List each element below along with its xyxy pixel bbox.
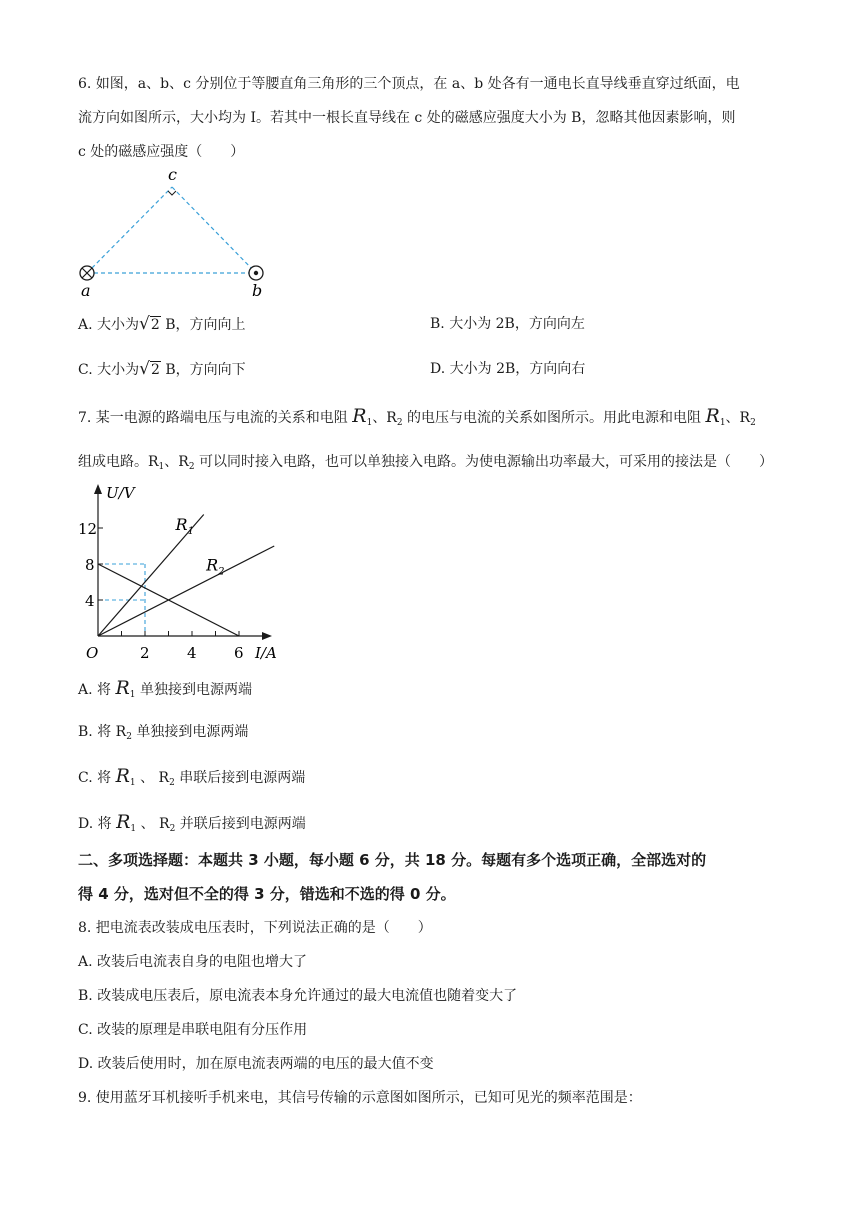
q7-stem-line2 [78,452,773,477]
option-text: 单独接到电源两端 [135,682,252,698]
q8-option-c[interactable]: C. 改装的原理是串联电阻有分压作用 [78,1022,308,1038]
option-text: 串联后接到电源两端 [174,770,306,786]
q7-option-c[interactable] [78,766,305,793]
dot-mark [254,271,258,275]
stem-text: 可以同时接入电路，也可以单独接入电路。为使电源输出功率最大，可采用的接法是（ ） [194,454,774,470]
sqrt-icon: √ [139,314,150,334]
stem-text: 、R [372,410,397,426]
triangle-side-bc [172,187,256,273]
x-axis-label: I/A [255,644,277,662]
sqrt-icon: √ [139,359,150,379]
option-text: D. 将 [78,816,117,832]
y-tick-label: 4 [85,592,95,610]
option-text: 、 R [136,816,170,832]
y-axis-arrow-icon [94,484,102,494]
label-c: c [168,165,177,184]
q7-option-a[interactable] [78,678,252,705]
q6-option-d[interactable]: D. 大小为 2B，方向向右 [430,361,586,377]
q6-stem-line3: c 处的磁感应强度（ ） [78,144,245,160]
q8-stem: 8. 把电流表改装成电压表时，下列说法正确的是（ ） [78,920,432,936]
right-angle-mark [168,191,176,195]
x-axis-arrow-icon [262,632,272,640]
stem-text: 、R [725,410,751,426]
stem-text: 组成电路。R [78,454,159,470]
option-text: C. 将 [78,770,116,786]
option-text: B，方向向上 [160,317,246,333]
q8-option-d[interactable]: D. 改装后使用时，加在原电流表两端的电压的最大值不变 [78,1056,434,1072]
x-tick-label: 4 [187,644,197,662]
subscript: 2 [126,732,132,742]
q6-stem-line1: 6. 如图，a、b、c 分别位于等腰直角三角形的三个顶点，在 a、b 处各有一通电长直导线垂直穿过纸面，电 [78,76,740,92]
option-text: 、 R [135,770,170,786]
label-b: b [252,281,263,300]
subscript: 2 [188,462,195,472]
stem-text: 7. 某一电源的路端电压与电流的关系和电阻 [78,410,353,426]
y-tick-label: 8 [85,556,95,574]
x-tick-label: 2 [140,644,150,662]
subscript: 1 [129,778,136,788]
subscript: 2 [169,824,176,834]
q7-stem-line1 [78,406,756,433]
subscript: 1 [130,824,137,834]
option-text: B. 将 R [78,724,127,740]
section-heading-line1: 二、多项选择题：本题共 3 小题，每小题 6 分，共 18 分。每题有多个选项正确，全部选对的 [78,851,707,869]
origin-label: O [86,644,99,662]
r2-line-label: $R_2$ [206,555,225,578]
r1-symbol: R [705,405,720,427]
q8-option-b[interactable]: B. 改装成电压表后，原电流表本身允许通过的最大电流值也随着变大了 [78,988,518,1004]
option-text: A. 将 [78,682,116,698]
q7-option-b[interactable] [78,722,248,747]
option-text: A. 大小为 [78,317,140,333]
q6-stem-line2: 流方向如图所示，大小均为 I。若其中一根长直导线在 c 处的磁感应强度大小为 B，忽略其他因素影响，则 [78,110,736,126]
option-text: 单独接到电源两端 [131,724,249,740]
r1-symbol: R [115,765,130,787]
subscript: 1 [719,418,726,428]
option-text: B，方向向下 [160,362,246,378]
option-text: C. 大小为 [78,362,140,378]
label-a: a [81,281,91,300]
subscript: 1 [129,690,136,700]
subscript: 2 [169,778,175,788]
q8-option-a[interactable]: A. 改装后电流表自身的电阻也增大了 [78,954,308,970]
q6-triangle-diagram [70,165,280,305]
r2-line [98,546,274,636]
y-axis-label: U/V [106,484,135,502]
sqrt-radicand: 2 [150,317,160,333]
subscript: 2 [396,418,403,428]
subscript: 1 [366,418,373,428]
subscript: 1 [158,462,165,472]
r1-symbol: R [116,811,131,833]
y-tick-label: 12 [78,520,98,538]
section-heading-line2: 得 4 分，选对但不全的得 3 分，错选和不选的得 0 分。 [78,885,456,903]
q6-option-b[interactable]: B. 大小为 2B，方向向左 [430,316,585,332]
stem-text: 、R [164,454,189,470]
option-text: 并联后接到电源两端 [175,816,306,832]
r1-symbol: R [115,677,130,699]
q7-ui-chart [70,480,290,670]
r1-line-label: $R_1$ [175,514,194,537]
x-tick-label: 6 [234,644,244,662]
q9-stem: 9. 使用蓝牙耳机接听手机来电，其信号传输的示意图如图所示，已知可见光的频率范围是： [78,1090,642,1106]
sqrt-radicand: 2 [150,362,160,378]
q7-option-d[interactable] [78,812,306,839]
r1-symbol: R [352,405,367,427]
q6-option-c[interactable] [78,359,246,380]
triangle-side-ac [87,187,172,273]
q6-option-a[interactable] [78,314,246,335]
subscript: 2 [750,418,756,428]
stem-text: 的电压与电流的关系如图所示。用此电源和电阻 [402,410,706,426]
